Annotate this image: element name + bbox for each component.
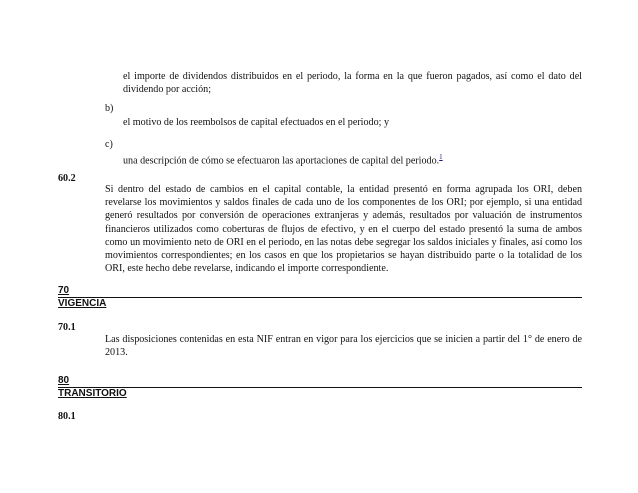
section-title-vigencia: VIGENCIA bbox=[58, 298, 107, 309]
section-80-divider bbox=[58, 387, 582, 388]
section-title-transitorio: TRANSITORIO bbox=[58, 388, 127, 399]
section-number-70: 70 bbox=[58, 285, 70, 296]
section-number-80: 80 bbox=[58, 375, 70, 386]
item-c-label: c) bbox=[105, 139, 113, 150]
item-a-continued-text: el importe de dividendos distribuidos en el periodo, la forma en la que fueron pagados, así como el dato del dividendo por acción; bbox=[123, 71, 582, 96]
item-c-text: una descripción de cómo se efectuaron las aportaciones de capital del periodo. bbox=[123, 155, 440, 167]
paragraph-number-80-1: 80.1 bbox=[58, 411, 76, 422]
item-b-label: b) bbox=[105, 103, 114, 114]
item-c-line bbox=[123, 151, 582, 168]
paragraph-60-2-text: Si dentro del estado de cambios en el capital contable, la entidad presentó en forma agrupada los ORI, deben revelarse los movimientos y saldos finales de cada uno de los componentes de los ORI; por ejemplo, si una entidad generó resultados por conversión de operaciones extranjeras y además, resultados por valuación de instrumentos financieros utilizados como coberturas de flujos de efectivo, y en el cuerpo del estado presentó la suma de ambos como un movimiento neto de ORI en el periodo, en las notas debe segregar los saldos iniciales y finales, así como los movimientos correspondientes; en los casos en que los propietarios se hayan distribuido parte o la totalidad de los ORI, este hecho debe revelarse, indicando el importe correspondiente. bbox=[105, 184, 582, 275]
section-70-divider bbox=[58, 297, 582, 298]
paragraph-number-60-2: 60.2 bbox=[58, 173, 76, 184]
item-b-text: el motivo de los reembolsos de capital efectuados en el periodo; y bbox=[123, 117, 390, 128]
paragraph-number-70-1: 70.1 bbox=[58, 322, 76, 333]
footnote-link-1[interactable]: 1 bbox=[439, 153, 443, 161]
paragraph-70-1-text: Las disposiciones contenidas en esta NIF entran en vigor para los ejercicios que se inicien a partir del 1° de enero de 2013. bbox=[105, 334, 582, 359]
